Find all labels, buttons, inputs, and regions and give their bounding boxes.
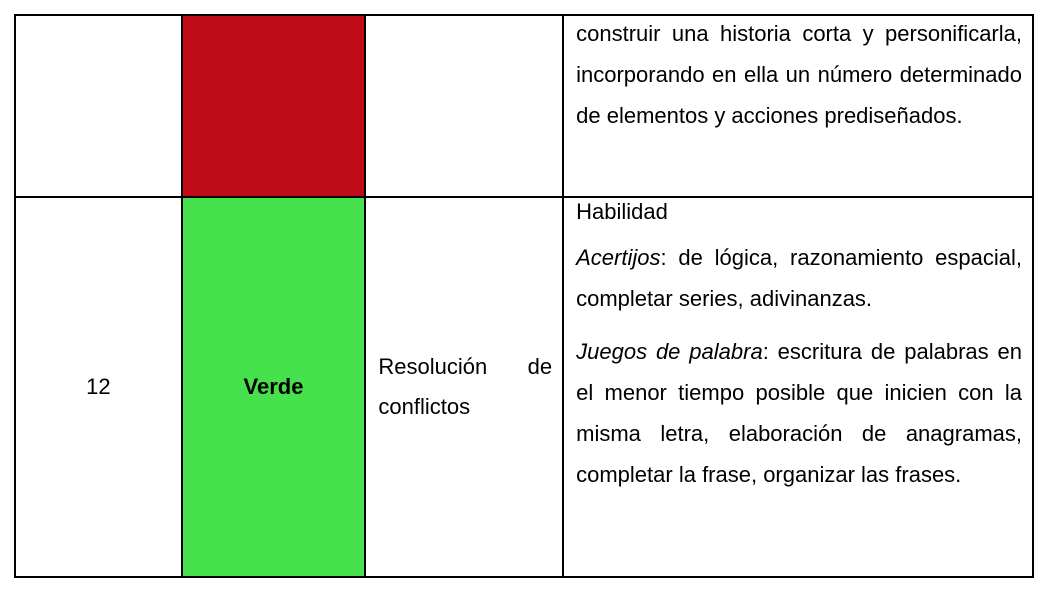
color-cell-green bbox=[182, 197, 366, 577]
number-cell bbox=[15, 15, 182, 197]
area-cell bbox=[365, 197, 563, 577]
number-cell bbox=[15, 197, 182, 577]
activity-table bbox=[14, 14, 1034, 578]
table-row bbox=[15, 197, 1033, 577]
description-cell bbox=[563, 197, 1033, 577]
description-cell bbox=[563, 15, 1033, 197]
item-term: Acertijos bbox=[576, 245, 661, 270]
item-term: Juegos de palabra bbox=[576, 339, 763, 364]
item-text: : escritura de palabras en el menor tiempo posible que inicien con la misma letra, elaboración de anagramas, completar la frase, organizar las frases. bbox=[576, 339, 1022, 487]
description-item-juegos bbox=[576, 331, 1022, 495]
description-text: construir una historia corta y personificarla, incorporando en ella un número determinado de elementos y acciones prediseñados. bbox=[576, 21, 1022, 128]
color-cell-red bbox=[182, 15, 366, 197]
table-row bbox=[15, 15, 1033, 197]
row-number: 12 bbox=[86, 374, 111, 399]
description-item-acertijos bbox=[576, 237, 1022, 319]
color-label: Verde bbox=[243, 374, 304, 399]
item-text: : de lógica, razonamiento espacial, completar series, adivinanzas. bbox=[576, 245, 1022, 311]
area-cell bbox=[365, 15, 563, 197]
description-heading: Habilidad bbox=[576, 199, 668, 224]
area-label: Resolución de conflictos bbox=[378, 354, 553, 419]
